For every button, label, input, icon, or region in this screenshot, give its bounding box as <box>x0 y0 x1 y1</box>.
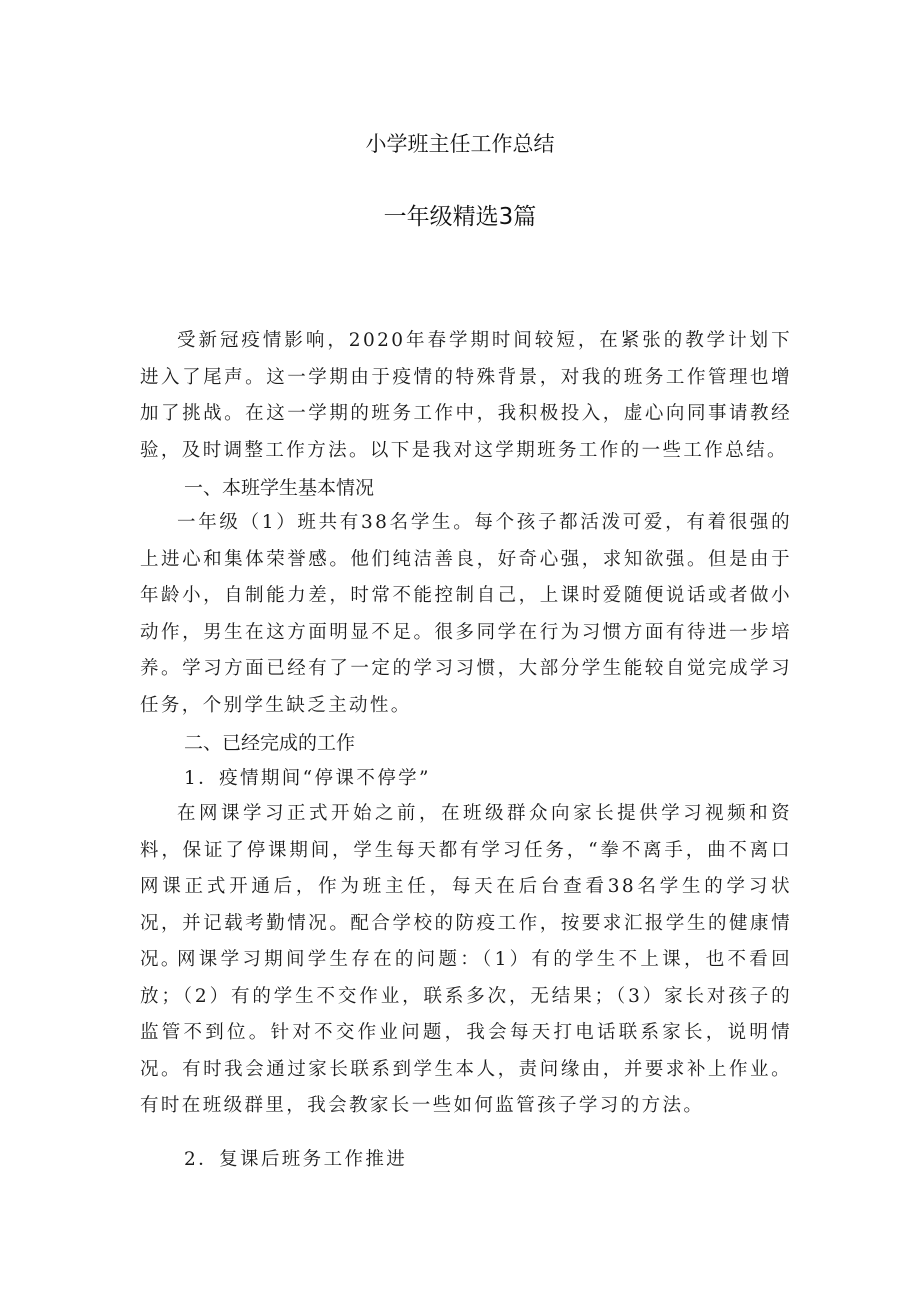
section-1-paragraph: 一年级（1）班共有38名学生。每个孩子都活泼可爱，有着很强的上进心和集体荣誉感。他们纯洁善良，好奇心强，求知欲强。但是由于年龄小，自制能力差，时常不能控制自己，上课时爱随便说话或者做小动作，男生在这方面明显不足。很多同学在行为习惯方面有待进一步培养。学习方面已经有了一定的学习习惯，大部分学生能较自觉完成学习任务，个别学生缺乏主动性。 <box>140 512 792 716</box>
subsection-2-heading: 2．复课后班务工作推进 <box>184 1149 408 1170</box>
subsection-1-heading: 1．疫情期间“停课不停学” <box>184 768 431 789</box>
section-2-heading: 二、已经完成的工作 <box>184 732 356 754</box>
document-subtitle: 一年级精选3篇 <box>383 204 537 230</box>
subsection-1-paragraph-2: 网课学习期间学生存在的问题：（1）有的学生不上课，也不看回放；（2）有的学生不交作业，联系多次，无结果；（3）家长对孩子的监管不到位。针对不交作业问题，我会每天打电话联系家长，说明情况。有时我会通过家长联系到学生本人，责问缘由，并要求补上作业。有时在班级群里，我会教家长一些如何监管孩子学习的方法。 <box>140 949 792 1116</box>
document-title: 小学班主任工作总结 <box>365 132 555 156</box>
section-1-heading: 一、本班学生基本情况 <box>184 477 375 499</box>
subsection-1-paragraph-1: 在网课学习正式开始之前，在班级群众向家长提供学习视频和资料，保证了停课期间，学生每天都有学习任务，“拳不离手，曲不离口网课正式开通后，作为班主任，每天在后台查看38名学生的学习状况，并记载考勤情况。配合学校的防疫工作，按要求汇报学生的健康情况。 <box>140 803 792 970</box>
intro-paragraph: 受新冠疫情影响，2020年春学期时间较短，在紧张的教学计划下进入了尾声。这一学期由于疫情的特殊背景，对我的班务工作管理也增加了挑战。在这一学期的班务工作中，我积极投入，虚心向同事请教经验，及时调整工作方法。以下是我对这学期班务工作的一些工作总结。 <box>140 330 792 461</box>
